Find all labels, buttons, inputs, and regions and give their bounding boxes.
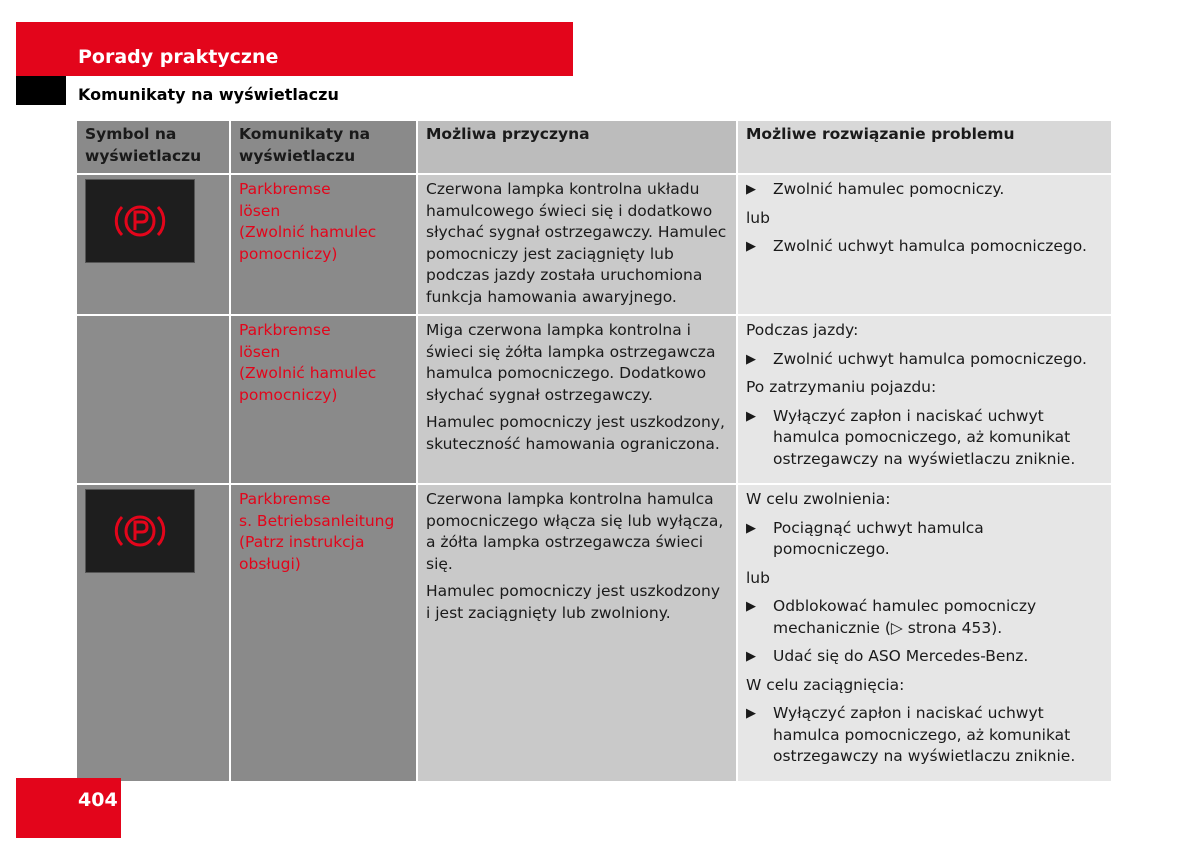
display-message-line: (Zwolnić hamulec pomocniczy): [239, 223, 377, 263]
table-row: [77, 484, 1111, 781]
display-message-line: s. Betriebsanleitung: [239, 511, 395, 530]
table-row: [77, 315, 1111, 484]
cause-cell: [417, 315, 737, 484]
section-title: Porady praktyczne: [78, 46, 279, 68]
column-header-symbol: Symbol na wyświetlaczu: [77, 121, 230, 174]
display-message-line: Parkbremse: [239, 180, 331, 198]
cause-cell: [417, 174, 737, 315]
solution-step: [746, 179, 1103, 201]
cause-paragraph: Czerwona lampka kontrolna hamulca pomocniczego włącza się lub wyłącza, a żółta lampka ostrzegawcza świeci się.: [426, 490, 724, 573]
solution-step: [746, 518, 1103, 561]
solution-step: [746, 596, 1103, 639]
solution-note: lub: [746, 568, 770, 587]
symbol-cell: [77, 174, 230, 315]
message-cell: [230, 315, 417, 484]
display-message-line: (Patrz instrukcja obsługi): [239, 533, 365, 573]
solution-step-text: Wyłączyć zapłon i naciskać uchwyt hamulca pomocniczego, aż komunikat ostrzegawczy na wyświetlaczu zniknie.: [773, 406, 1076, 468]
solution-step-text: Zwolnić hamulec pomocniczy.: [773, 180, 1005, 198]
bullet-arrow-icon: ▶: [746, 182, 756, 197]
table-header-row: [77, 121, 1111, 174]
symbol-cell: [77, 315, 230, 484]
solution-step: [746, 406, 1103, 471]
solution-step-text: Zwolnić uchwyt hamulca pomocniczego.: [773, 237, 1087, 255]
solution-step: [746, 646, 1103, 668]
solution-note: W celu zwolnienia:: [746, 490, 891, 508]
solution-step: [746, 236, 1103, 258]
cause-paragraph: Hamulec pomocniczy jest uszkodzony, skuteczność hamowania ograniczona.: [426, 413, 725, 453]
display-messages-table: [77, 121, 1111, 781]
cause-cell: [417, 484, 737, 781]
solution-cell: [737, 174, 1111, 315]
solution-note: Po zatrzymaniu pojazdu:: [746, 378, 937, 396]
section-marker: [16, 76, 66, 105]
cause-paragraph: Hamulec pomocniczy jest uszkodzony i jest zaciągnięty lub zwolniony.: [426, 582, 721, 622]
solution-step-text: Zwolnić uchwyt hamulca pomocniczego.: [773, 349, 1087, 368]
bullet-arrow-icon: ▶: [746, 239, 756, 254]
solution-step-text: Udać się do ASO Mercedes-Benz.: [773, 647, 1029, 665]
symbol-cell: [77, 484, 230, 781]
bullet-arrow-icon: ▶: [746, 408, 756, 424]
table-row: [77, 174, 1111, 315]
solution-step-text: Odblokować hamulec pomocniczy mechanicznie (▷ strona 453).: [773, 597, 1037, 637]
message-cell: [230, 484, 417, 781]
solution-note: lub: [746, 208, 770, 227]
solution-step-text: Pociągnąć uchwyt hamulca pomocniczego.: [773, 518, 984, 558]
page-subtitle: Komunikaty na wyświetlaczu: [78, 85, 339, 104]
bullet-arrow-icon: ▶: [746, 599, 756, 614]
page-number-box: [16, 778, 121, 838]
bullet-arrow-icon: ▶: [746, 649, 756, 664]
parking-brake-warning-icon: [85, 179, 195, 263]
message-cell: [230, 174, 417, 315]
column-header-solution: Możliwe rozwiązanie problemu: [737, 121, 1111, 174]
display-message-line: Parkbremse: [239, 321, 331, 339]
solution-cell: [737, 315, 1111, 484]
display-message-line: (Zwolnić hamulec pomocniczy): [239, 364, 377, 404]
solution-note: W celu zaciągnięcia:: [746, 675, 905, 694]
cause-paragraph: Czerwona lampka kontrolna układu hamulcowego świeci się i dodatkowo słychać sygnał ostrzegawczy. Hamulec pomocniczy jest zaciągnięty lub podczas jazdy została uruchomiona funkcja hamowania awaryjnego.: [426, 180, 727, 306]
solution-note: Podczas jazdy:: [746, 321, 859, 339]
column-header-message: Komunikaty na wyświetlaczu: [230, 121, 417, 174]
solution-step: [746, 703, 1103, 768]
page-number: 404: [78, 789, 118, 811]
bullet-arrow-icon: ▶: [746, 351, 756, 367]
solution-step: [746, 349, 1103, 371]
display-message-line: Parkbremse: [239, 490, 331, 508]
column-header-cause: Możliwa przyczyna: [417, 121, 737, 174]
parking-brake-warning-icon: [85, 489, 195, 573]
bullet-arrow-icon: ▶: [746, 520, 756, 536]
cause-paragraph: Miga czerwona lampka kontrolna i świeci się żółta lampka ostrzegawcza hamulca pomocniczego. Dodatkowo słychać sygnał ostrzegawczy.: [426, 321, 716, 404]
solution-cell: [737, 484, 1111, 781]
bullet-arrow-icon: ▶: [746, 706, 756, 721]
display-message-line: lösen: [239, 201, 281, 220]
solution-step-text: Wyłączyć zapłon i naciskać uchwyt hamulca pomocniczego, aż komunikat ostrzegawczy na wyświetlaczu zniknie.: [773, 704, 1076, 765]
section-header-bar: [16, 22, 573, 76]
display-message-line: lösen: [239, 342, 281, 361]
